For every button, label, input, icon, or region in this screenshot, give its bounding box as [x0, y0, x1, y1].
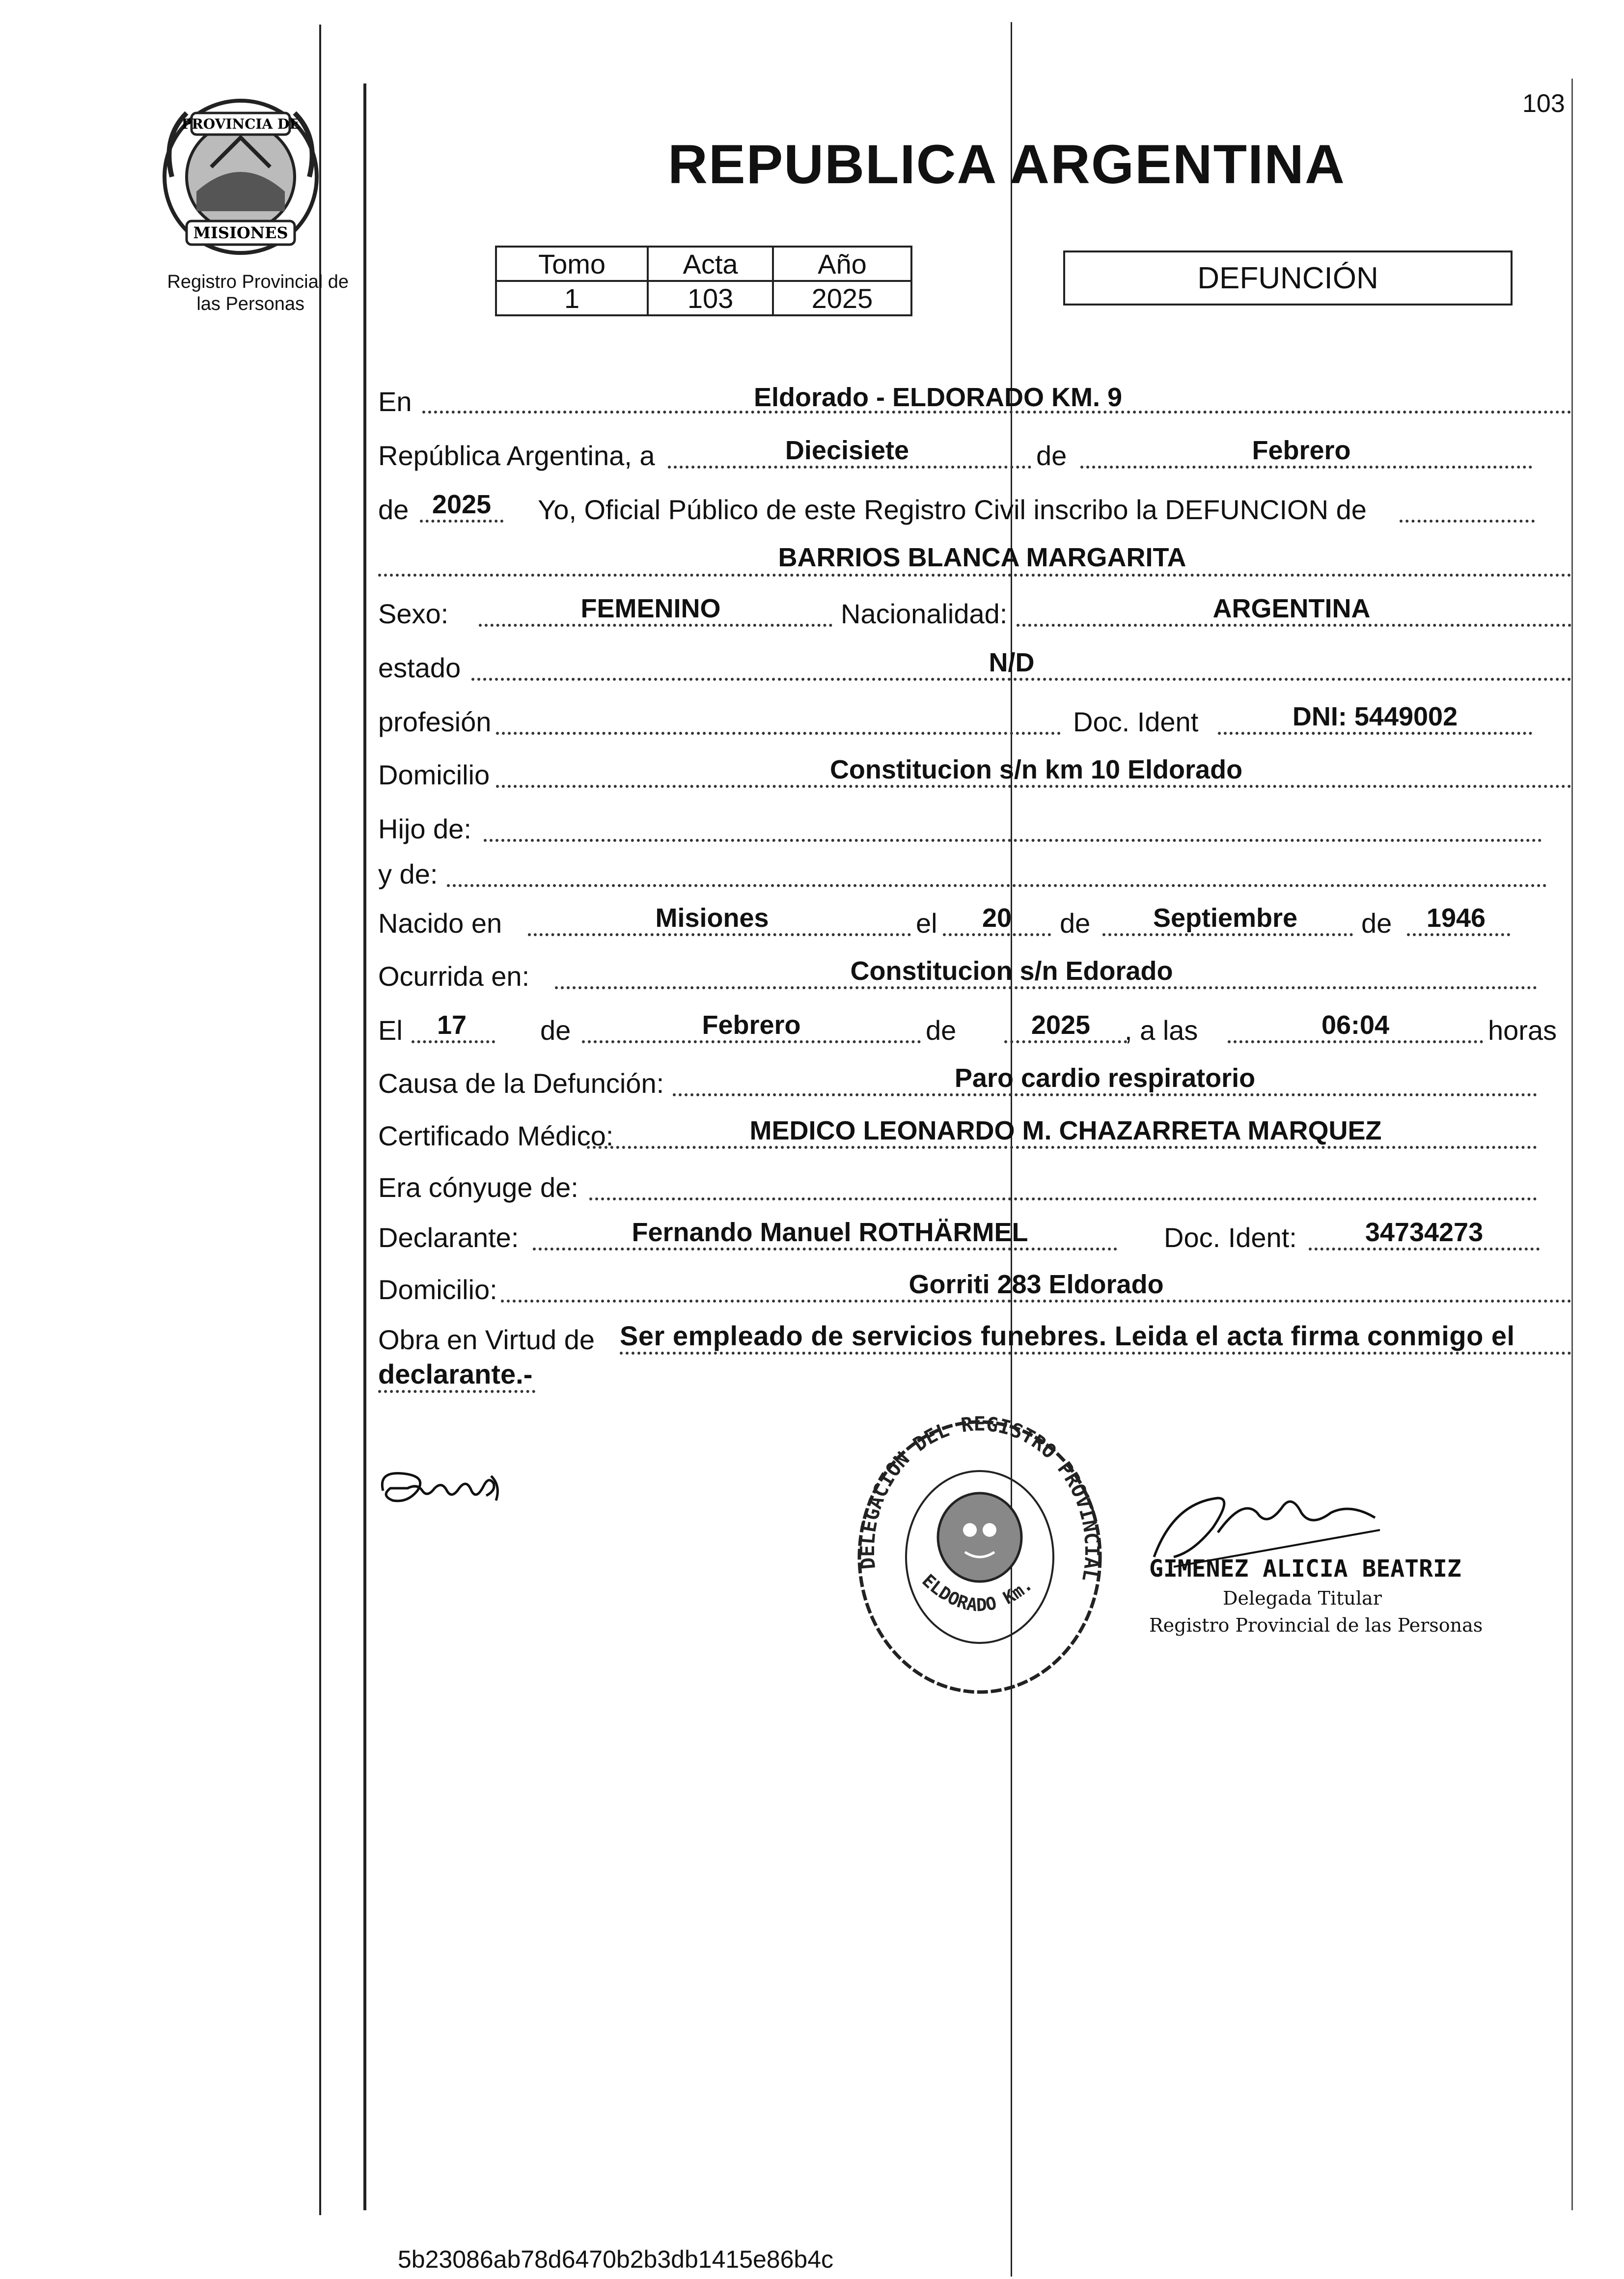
officer-name: GIMENEZ ALICIA BEATRIZ — [1149, 1555, 1461, 1583]
estado-label: estado — [378, 652, 461, 683]
declarante-line — [533, 1248, 1117, 1251]
official-stamp — [852, 1415, 1107, 1699]
hijo-label: Hijo de: — [378, 813, 471, 844]
de2-label: de — [378, 494, 409, 525]
footer-hash: 5b23086ab78d6470b2b3db1415e86b4c — [398, 2246, 834, 2273]
officer-org: Registro Provincial de las Personas — [1149, 1614, 1483, 1636]
anio-value: 2025 — [432, 490, 492, 519]
value-tomo: 1 — [496, 281, 648, 315]
nac-mes-line — [1102, 933, 1353, 936]
el-label: el — [916, 908, 937, 939]
certificado-value: MEDICO LEONARDO M. CHAZARRETA MARQUEZ — [749, 1116, 1382, 1145]
svg-text:ELDORADO Km. 9: ELDORADO Km. — [918, 1570, 1037, 1616]
domicilio-label: Domicilio — [378, 759, 490, 790]
def-mes-value: Febrero — [702, 1010, 801, 1040]
nac-dia-value: 20 — [982, 903, 1012, 933]
estado-line — [471, 678, 1571, 681]
def-anio-line — [1004, 1040, 1127, 1043]
def-dia-value: 17 — [437, 1010, 467, 1040]
record-table — [495, 246, 912, 316]
de-label: de — [1036, 440, 1067, 471]
ocurrida-value: Constitucion s/n Edorado — [850, 956, 1173, 986]
de3-label: de — [1060, 908, 1091, 939]
causa-label: Causa de la Defunción: — [378, 1068, 664, 1099]
obra-value-line2: declarante.- — [378, 1359, 533, 1390]
record-type-box — [1063, 250, 1513, 306]
dia-value: Diecisiete — [785, 436, 909, 465]
declarante-label: Declarante: — [378, 1222, 519, 1253]
nac-dia-line — [943, 933, 1051, 936]
ocurrida-label: Ocurrida en: — [378, 961, 530, 992]
ocurrida-line — [555, 986, 1537, 989]
certificado-line — [587, 1146, 1537, 1149]
org-line2: las Personas — [196, 294, 304, 314]
obra-label: Obra en Virtud de — [378, 1324, 595, 1355]
nacido-label: Nacido en — [378, 908, 502, 939]
conyuge-line — [589, 1197, 1537, 1200]
nac-anio-value: 1946 — [1426, 903, 1486, 933]
nacionalidad-value: ARGENTINA — [1212, 594, 1371, 623]
dia-line — [668, 466, 1031, 469]
oficial-tail-line — [1400, 520, 1535, 523]
domicilio2-value: Gorriti 283 Eldorado — [908, 1270, 1164, 1299]
nac-mes-value: Septiembre — [1153, 903, 1298, 933]
domicilio2-line — [501, 1300, 1571, 1303]
hora-value: 06:04 — [1321, 1010, 1390, 1040]
value-anio: 2025 — [773, 281, 911, 315]
sexo-value: FEMENINO — [580, 594, 721, 623]
nombre-line — [378, 574, 1571, 577]
doc-ident-value: DNI: 5449002 — [1292, 702, 1458, 731]
doc-ident-label: Doc. Ident — [1073, 706, 1199, 737]
doc-ident-line — [1218, 732, 1532, 735]
header-tomo: Tomo — [496, 247, 648, 281]
de5-label: de — [540, 1015, 571, 1046]
page-title: REPUBLICA ARGENTINA — [668, 134, 1346, 195]
anio-line — [420, 520, 503, 523]
obra-value-line1: Ser empleado de servicios funebres. Leida el acta firma conmigo el — [620, 1320, 1515, 1351]
yde-label: y de: — [378, 859, 438, 889]
def-dia-line — [412, 1040, 495, 1043]
svg-text:MISIONES: MISIONES — [193, 223, 288, 242]
nac-anio-line — [1407, 933, 1510, 936]
declarante-value: Fernando Manuel ROTHÄRMEL — [632, 1218, 1028, 1247]
sexo-line — [479, 624, 832, 627]
en-value: Eldorado - ELDORADO KM. 9 — [753, 383, 1122, 412]
officer-title: Delegada Titular — [1223, 1587, 1382, 1609]
center-fold-line — [1011, 22, 1012, 2277]
left-margin-line-outer — [363, 83, 366, 2210]
sexo-label: Sexo: — [378, 598, 449, 629]
hora-line — [1228, 1040, 1483, 1043]
certificado-label: Certificado Médico: — [378, 1120, 614, 1151]
profesion-label: profesión — [378, 706, 492, 737]
domicilio-line — [496, 785, 1571, 788]
de4-label: de — [1361, 908, 1392, 939]
nacido-value: Misiones — [655, 903, 769, 933]
en-label: En — [378, 386, 412, 417]
de6-label: de — [926, 1015, 957, 1046]
domicilio2-label: Domicilio: — [378, 1274, 497, 1305]
declarant-signature — [373, 1461, 511, 1515]
estado-value: N/D — [989, 648, 1035, 677]
domicilio-value: Constitucion s/n km 10 Eldorado — [829, 755, 1243, 784]
def-anio-value: 2025 — [1031, 1010, 1091, 1040]
header-acta: Acta — [648, 247, 773, 281]
header-anio: Año — [773, 247, 911, 281]
horas-label: horas — [1488, 1015, 1557, 1046]
hijo-line — [484, 839, 1542, 842]
left-margin-line — [319, 25, 321, 2215]
el2-label: El — [378, 1015, 403, 1046]
causa-line — [673, 1093, 1537, 1096]
right-margin-line — [1571, 79, 1573, 2210]
obra-line1 — [620, 1352, 1571, 1355]
page-number: 103 — [1522, 89, 1565, 118]
obra-line2 — [378, 1390, 535, 1393]
org-line1: Registro Provincial de — [167, 272, 349, 292]
mes-line — [1080, 466, 1532, 469]
svg-text:PROVINCIA DE: PROVINCIA DE — [181, 116, 300, 132]
nacionalidad-label: Nacionalidad: — [841, 598, 1008, 629]
conyuge-label: Era cónyuge de: — [378, 1172, 578, 1203]
doc-ident2-line — [1309, 1248, 1540, 1251]
oficial-text: Yo, Oficial Público de este Registro Civil inscribo la DEFUNCION de — [538, 494, 1367, 525]
nombre-value: BARRIOS BLANCA MARGARITA — [778, 543, 1186, 572]
value-acta: 103 — [648, 281, 773, 315]
yde-line — [447, 884, 1547, 887]
alas-label: , a las — [1125, 1015, 1198, 1046]
doc-ident2-label: Doc. Ident: — [1164, 1222, 1297, 1253]
svg-text:DELEGACION DEL REGISTRO PROVIN: DELEGACION DEL REGISTRO PROVINCIAL — [856, 1415, 1103, 1584]
record-type: DEFUNCIÓN — [1197, 261, 1378, 295]
republica-label: República Argentina, a — [378, 440, 655, 471]
mes-value: Febrero — [1252, 436, 1351, 465]
causa-value: Paro cardio respiratorio — [954, 1063, 1256, 1093]
provincial-seal — [157, 93, 324, 260]
nacionalidad-line — [1017, 624, 1571, 627]
profesion-line — [496, 732, 1061, 735]
nacido-line — [528, 933, 911, 936]
def-mes-line — [582, 1040, 921, 1043]
doc-ident2-value: 34734273 — [1365, 1218, 1484, 1247]
